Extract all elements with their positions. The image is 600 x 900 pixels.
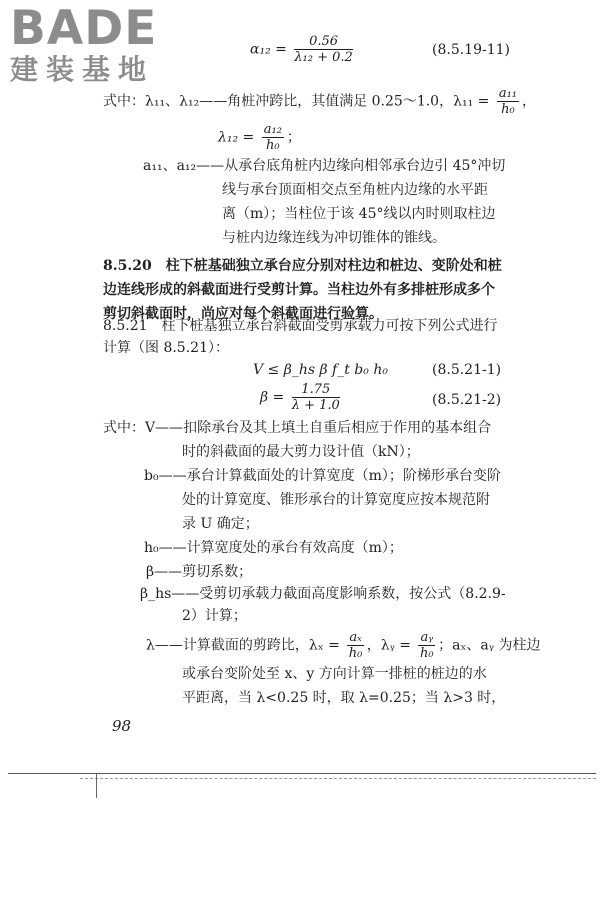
lambda-definition-line: 平距离，当 λ<0.25 时，取 λ=0.25；当 λ>3 时， (182, 690, 506, 706)
equation-number: (8.5.21-2) (432, 392, 502, 408)
where-line: β——剪切系数； (146, 564, 253, 580)
fraction-numerator: 0.56 (294, 34, 353, 50)
clause-8-5-20-line: 8.5.20 柱下桩基础独立承台应分别对柱边和桩边、变阶处和桩 (103, 258, 502, 274)
fraction-denominator: λ + 1.0 (291, 398, 340, 413)
punctuation: ； (286, 129, 301, 146)
formula-shear-capacity: V ≤ β_hs β f_t b₀ h₀ (253, 362, 388, 378)
lambda-lead-text: λ——计算截面的剪跨比，λₓ = (146, 637, 340, 654)
punctuation: ， (522, 93, 536, 110)
definition-line: 与桩内边缘连线为冲切锥体的锥线。 (222, 230, 446, 246)
logo (10, 1, 175, 86)
fraction (418, 630, 435, 661)
fraction-denominator: λ₁₂ + 0.2 (294, 50, 353, 65)
clause-8-5-21-line: 8.5.21 柱下桩基独立承台斜截面受剪承载力可按下列公式进行 (103, 318, 498, 334)
fraction-numerator: aₓ (349, 630, 362, 645)
definition-line: 离（m）；当柱位于该 45°线以内时则取柱边 (222, 206, 496, 222)
formula-lambda12 (218, 122, 301, 153)
where-line: h₀——计算宽度处的承台有效高度（m）； (144, 540, 403, 556)
fraction-numerator: a₁₂ (263, 122, 282, 137)
formula-lhs: α₁₂ = (250, 41, 287, 58)
where-line: 2）计算； (182, 608, 247, 624)
fraction (294, 34, 353, 65)
fraction-denominator: h₀ (420, 646, 434, 661)
lambda-tail-text: ；aₓ、aᵧ 为柱边 (438, 637, 541, 654)
fraction (262, 122, 284, 153)
fraction (497, 86, 519, 117)
fraction-denominator: h₀ (266, 138, 280, 153)
where-line: β_hs——受剪切承载力截面高度影响系数，按公式（8.2.9- (140, 586, 506, 602)
lambda-definition-line: 或承台变阶处至 x、y 方向计算一排桩的桩边的水 (182, 666, 487, 682)
page-bottom-tick (96, 774, 97, 798)
equation-number: (8.5.19-11) (432, 42, 510, 58)
formula-beta (260, 382, 343, 413)
lambda-mid-text: ，λᵧ = (366, 637, 412, 654)
where-lambda11 (103, 86, 536, 117)
where-line: 时的斜截面的最大剪力设计值（kN）； (182, 444, 420, 460)
lambda-definition (146, 630, 541, 661)
where-line: b₀——承台计算截面处的计算宽度（m）；阶梯形承台变阶 (144, 468, 501, 484)
fraction-numerator: aᵧ (420, 630, 434, 645)
formula-lhs: λ₁₂ = (218, 129, 255, 146)
fraction-numerator: 1.75 (292, 382, 340, 398)
clause-8-5-20-line: 剪切斜截面时，尚应对每个斜截面进行验算。 (103, 306, 383, 322)
page-number: 98 (112, 717, 132, 735)
where-line: 录 U 确定； (182, 516, 259, 532)
fraction (292, 382, 340, 413)
clause-8-5-21-line: 计算（图 8.5.21）： (103, 340, 229, 356)
where-line: 处的计算宽度、锥形承台的计算宽度应按本规范附 (182, 492, 490, 508)
where-lambda11-text: 式中：λ₁₁、λ₁₂——角桩冲跨比，其值满足 0.25～1.0，λ₁₁ = (103, 93, 490, 110)
page-bottom-rule-faint (80, 778, 596, 779)
equation-number: (8.5.21-1) (432, 362, 502, 378)
definition-line: a₁₁、a₁₂——从承台底角桩内边缘向相邻承台边引 45°冲切 (143, 158, 506, 174)
formula-alpha12 (250, 34, 356, 65)
definition-line: 线与承台顶面相交点至角桩内边缘的水平距 (222, 182, 488, 198)
fraction-numerator: a₁₁ (498, 86, 517, 101)
clause-8-5-20-line: 边连线形成的斜截面进行受剪计算。当柱边外有多排桩形成多个 (103, 282, 495, 298)
logo-latin-text: BADE (10, 1, 158, 56)
fraction-denominator: h₀ (348, 646, 363, 661)
where-line: 式中：V——扣除承台及其上填土自重后相应于作用的基本组合 (103, 420, 492, 436)
fraction-denominator: h₀ (501, 102, 515, 117)
formula-lhs: β = (260, 389, 285, 406)
fraction (347, 630, 363, 661)
logo-chinese-text: 建装基地 (10, 53, 155, 86)
